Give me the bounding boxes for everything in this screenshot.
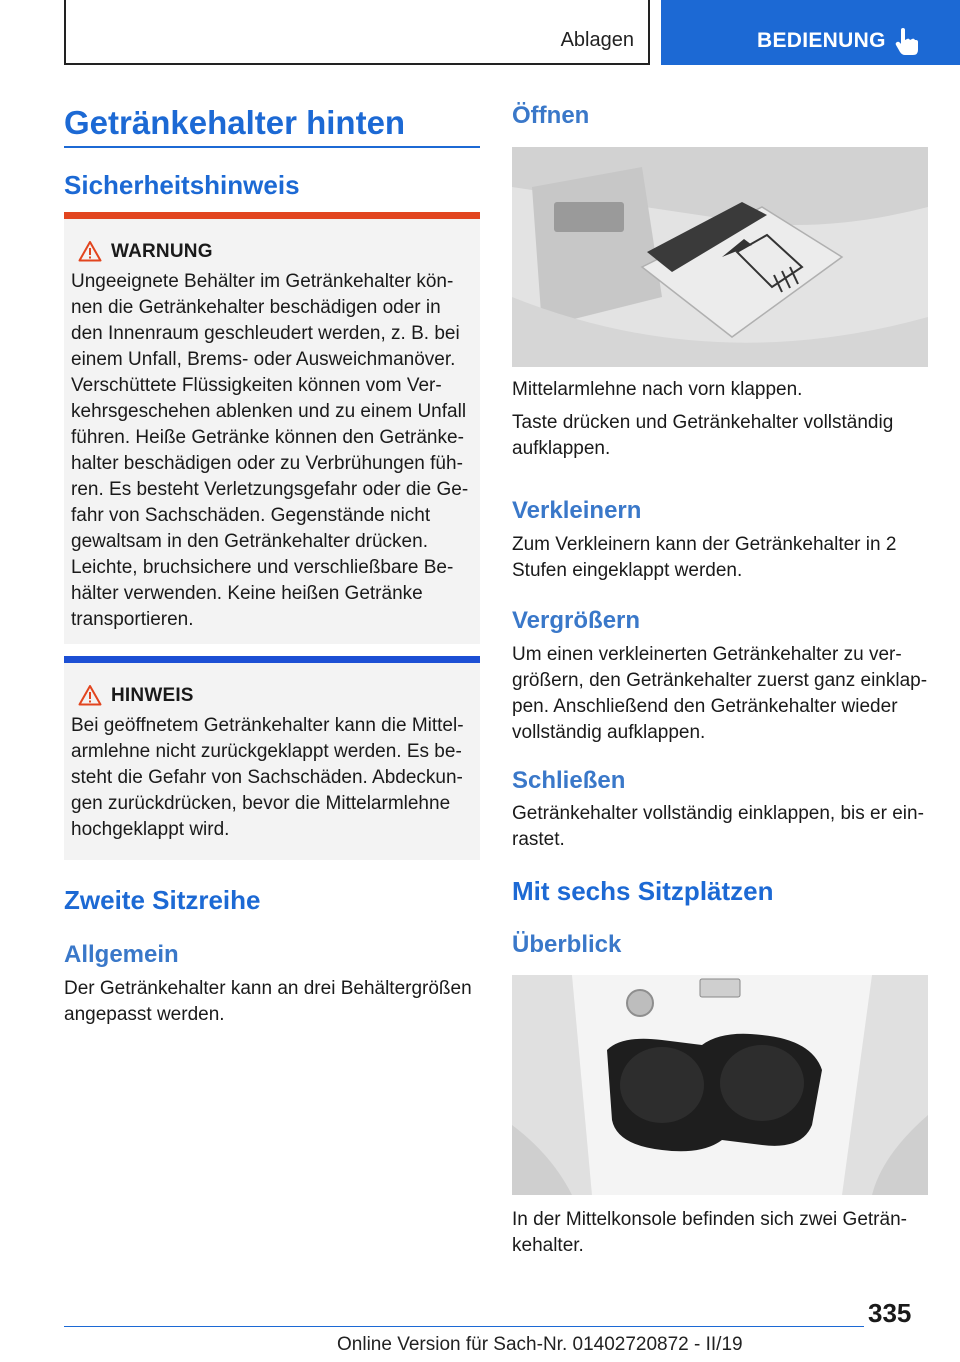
verkleinern-text: Zum Verkleinern kann der Getränkehalter in 2 Stufen eingeklappt werden. bbox=[512, 534, 897, 581]
warning-label: WARNUNG bbox=[111, 241, 213, 262]
heading-zweite-sitzreihe: Zweite Sitzreihe bbox=[64, 885, 261, 915]
online-version-text: Online Version für Sach-Nr. 01402720872 - II/19 bbox=[337, 1334, 743, 1355]
allgemein-text: Der Getränkehalter kann an drei Behältergrößen angepasst werden. bbox=[64, 978, 472, 1025]
warning-triangle-icon bbox=[78, 240, 102, 262]
oeffnen-step1: Mittelarmlehne nach vorn klappen. bbox=[512, 379, 803, 400]
schliessen-text: Getränkehalter vollständig einklappen, bis er einrastet. bbox=[512, 803, 924, 850]
header-tab-ablagen-label: Ablagen bbox=[560, 29, 634, 51]
page-number: 335 bbox=[868, 1298, 912, 1328]
heading-oeffnen: Öffnen bbox=[512, 102, 590, 129]
cupholder-illustration bbox=[512, 975, 928, 1195]
heading-vergroessern: Vergrößern bbox=[512, 607, 641, 634]
notice-box bbox=[64, 656, 480, 860]
notice-bar bbox=[64, 656, 480, 663]
heading-verkleinern: Verkleinern bbox=[512, 497, 642, 524]
notice-text: Bei geöffnetem Getränkehalter kann die Mittelarmlehne nicht zurückgeklappt werden. Es besteht die Gefahr von Sachschäden. Abdeckungen zurückdrücken, bevor die Mittelarmlehne hochgeklappt wird. bbox=[71, 715, 464, 840]
footer-divider bbox=[64, 1326, 864, 1327]
cupholder-photo bbox=[512, 975, 928, 1195]
heading-mit-sechs-sitzplaetzen: Mit sechs Sitzplätzen bbox=[512, 876, 774, 906]
oeffnen-step2: Taste drücken und Getränkehalter vollständig aufklappen. bbox=[512, 412, 894, 459]
notice-triangle-icon bbox=[78, 684, 102, 706]
armrest-illustration bbox=[512, 147, 928, 367]
vergroessern-text: Um einen verkleinerten Getränkehalter zu vergrößern, den Getränkehalter zuerst ganz einklappen. Anschließend den Getränkehalter wieder vollständig aufklappen. bbox=[512, 644, 928, 743]
heading-allgemein: Allgemein bbox=[64, 941, 179, 968]
warning-box bbox=[64, 212, 480, 644]
notice-label: HINWEIS bbox=[111, 685, 194, 706]
header-tab-bedienung[interactable] bbox=[661, 0, 960, 65]
heading-ueberblick: Überblick bbox=[512, 931, 622, 958]
armrest-photo bbox=[512, 147, 928, 367]
heading-schliessen: Schließen bbox=[512, 767, 626, 794]
ueberblick-text: In der Mittelkonsole befinden sich zwei Getränkehalter. bbox=[512, 1209, 907, 1256]
warning-text: Ungeeignete Behälter im Getränkehalter können die Getränkehalter beschädigen oder in den Innenraum geschleudert werden, z. B. bei einem Unfall, Brems- oder Ausweichmanöver. Verschüttete Flüssigkeiten können vom Verkehrsgeschehen ablenken und zu einem Unfall führen. Heiße Getränke können den Getränkehalter beschädigen oder zu Verbrühungen führen. Es besteht Verletzungsgefahr oder die Gefahr von Sachschäden. Gegenstände nicht gewaltsam in den Getränkehalter drücken. Leichte, bruchsichere und verschließbare Behälter verwenden. Keine heißen Getränke transportieren. bbox=[71, 271, 469, 630]
warning-bar bbox=[64, 212, 480, 219]
heading-sicherheitshinweis: Sicherheitshinweis bbox=[64, 170, 300, 200]
hand-pointer-icon bbox=[895, 28, 919, 56]
header-tab-bedienung-label: BEDIENUNG bbox=[757, 29, 886, 52]
page-title: Getränkehalter hinten bbox=[64, 104, 406, 141]
header-tab-ablagen[interactable] bbox=[64, 0, 650, 65]
title-divider bbox=[64, 146, 480, 148]
